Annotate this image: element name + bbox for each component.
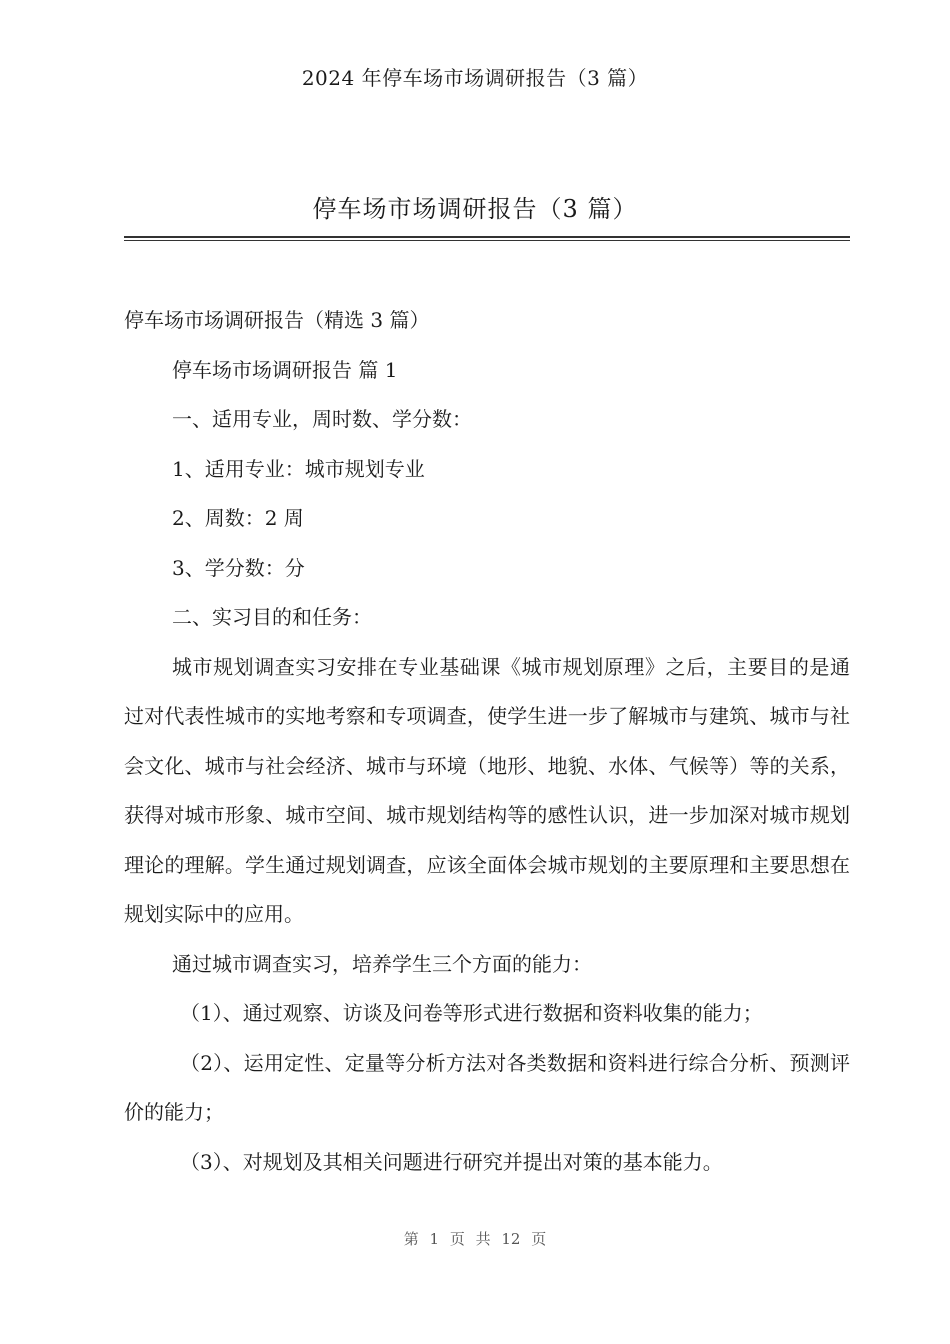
body-paragraph: 城市规划调查实习安排在专业基础课《城市规划原理》之后，主要目的是通过对代表性城市的实地考察和专项调查，使学生进一步了解城市与建筑、城市与社会文化、城市与社会经济、城市与环境（地形、地貌、水体、气候等）等的关系，获得对城市形象、城市空间、城市规划结构等的感性认识，进一步加深对城市规划理论的理解。学生通过规划调查，应该全面体会城市规划的主要原理和主要思想在规划实际中的应用。: [124, 654, 850, 926]
list-item: （2）、运用定性、定量等分析方法对各类数据和资料进行综合分析、预测评价的能力；: [124, 1050, 850, 1124]
list-item: （1）、通过观察、访谈及问卷等形式进行数据和资料收集的能力；: [180, 1001, 763, 1025]
title-divider: [124, 236, 850, 241]
list-item: 2、周数：2 周: [172, 506, 304, 530]
list-item: 1、适用专业：城市规划专业: [172, 456, 425, 481]
document-title: 停车场市场调研报告（3 篇）: [312, 195, 638, 223]
subtitle-paragraph: 停车场市场调研报告（精选 3 篇）: [124, 308, 430, 332]
section-heading: 停车场市场调研报告 篇 1: [172, 357, 398, 382]
document-body: [124, 296, 850, 1187]
running-header: 2024 年停车场市场调研报告（3 篇）: [301, 66, 649, 90]
list-heading: 二、实习目的和任务：: [172, 605, 372, 629]
list-item: 3、学分数：分: [172, 555, 305, 580]
list-item: （3）、对规划及其相关问题进行研究并提出对策的基本能力。: [180, 1149, 723, 1174]
body-paragraph: 通过城市调查实习，培养学生三个方面的能力：: [172, 951, 592, 976]
list-heading: 一、适用专业，周时数、学分数：: [172, 407, 472, 431]
page-footer: 第 1 页 共 12 页: [403, 1230, 547, 1248]
